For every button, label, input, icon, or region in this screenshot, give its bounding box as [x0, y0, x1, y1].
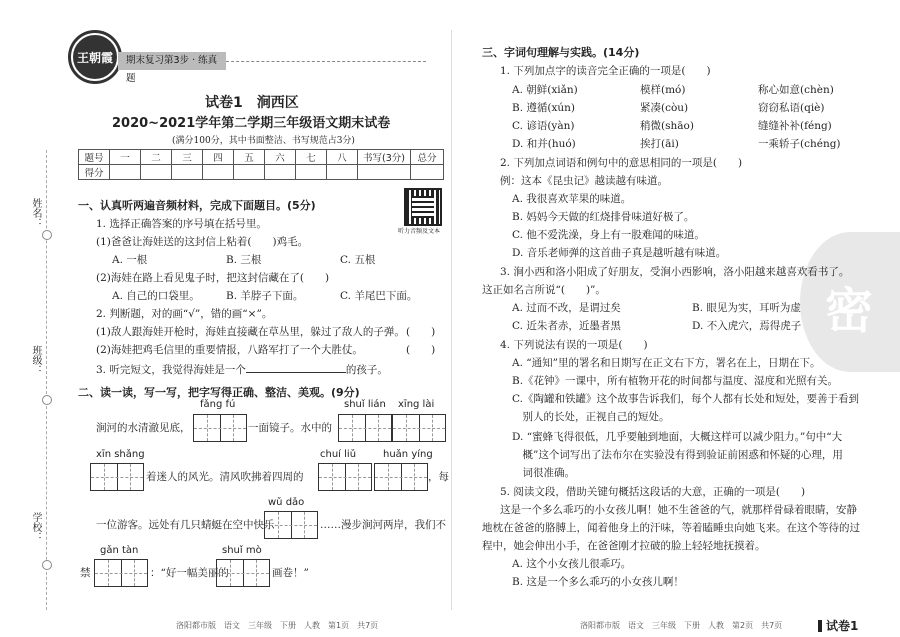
score-note: (满分100分，其中书面整洁、书写规范占3分) [172, 136, 355, 146]
binding-hole [42, 230, 52, 240]
r-q5-opt[interactable]: A. 这个小女孩儿很乖巧。 [512, 558, 632, 570]
s2-line3b: ……漫步涧河两岸，我们不 [320, 519, 446, 531]
confidential-watermark [800, 232, 900, 372]
paper-tag: 试卷1 [826, 619, 859, 633]
score-header-cell: 四 [203, 150, 234, 165]
answer-paren[interactable]: ( ) [406, 344, 436, 356]
score-header-cell: 一 [110, 150, 141, 165]
score-header-cell: 书写(3分) [358, 150, 411, 165]
r-q4-opt[interactable]: C.《陶罐和铁罐》这个故事告诉我们，每个人都有长处和短处，要善于看到 [512, 393, 859, 405]
r-q2-opt[interactable]: D. 音乐老师弹的这首曲子真是越听越有味道。 [512, 247, 727, 259]
s1-q2: 2. 判断题，对的画“√”，错的画“×”。 [96, 308, 273, 320]
logo-text: 王朝霞 [71, 33, 119, 81]
score-header-cell: 二 [141, 150, 172, 165]
r-q1-word: 一乘轿子(chéng) [758, 138, 841, 150]
qr-caption: 听力音频及文本 [398, 228, 441, 235]
writing-grid[interactable] [264, 511, 318, 539]
option[interactable]: B. 羊脖子下面。 [226, 290, 304, 302]
r-q2-example: 例：这本《昆虫记》越读越有味道。 [500, 175, 668, 187]
s1-q3-pre: 3. 听完短文，我觉得海娃是一个 [96, 364, 246, 376]
r-q5-text: 地枕在爸爸的胳膊上，闻着他身上的汗味，等着瞌睡虫向她飞来。在这个等待的过 [482, 522, 860, 534]
binding-hole [42, 560, 52, 570]
score-cell[interactable] [327, 165, 358, 180]
score-header-cell: 总分 [411, 150, 444, 165]
r-q1-word: 称心如意(chèn) [758, 84, 834, 96]
r-q4-opt-cont: 别人的长处，正视自己的短处。 [512, 411, 670, 423]
score-cell[interactable] [141, 165, 172, 180]
writing-grid[interactable] [216, 559, 270, 587]
s1-q2-1: (1)敌人跟海娃开枪时，海娃直接藏在草丛里，躲过了敌人的子弹。 [96, 326, 405, 338]
r-q5-text: 这是一个多么乖巧的小女孩儿啊！她不生爸爸的气，就那样骨碌着眼睛，安静 [500, 504, 857, 516]
r-q1-opt[interactable]: B. 遵循(xún) [512, 102, 576, 114]
s2-line4a: 禁 [80, 567, 91, 579]
score-header-cell: 六 [265, 150, 296, 165]
writing-grid[interactable] [94, 559, 148, 587]
right-footer: 洛阳都市版 语文 三年级 下册 人教 第2页 共7页 [580, 621, 783, 630]
r-q2-opt[interactable]: A. 我很喜欢苹果的味道。 [512, 193, 632, 205]
r-q4-opt[interactable]: D. “蜜蜂飞得很低，几乎要触到地面，大概这样可以减少阻力。”句中“大 [512, 431, 843, 443]
class-label: 班级： [30, 345, 41, 375]
writing-grid[interactable] [90, 463, 144, 491]
option[interactable]: A. 一根 [112, 254, 148, 266]
r-q4-opt-cont: 概”这个词写出了法布尔在实验没有得到验证前困惑和怀疑的心理，用 [512, 449, 843, 461]
r-q1-opt[interactable]: C. 谚语(yàn) [512, 120, 575, 132]
r-q1-opt[interactable]: D. 和并(huó) [512, 138, 576, 150]
pinyin: wǔ dǎo [268, 497, 305, 508]
s2-line2b: ，每 [428, 471, 449, 483]
option[interactable]: B. 三根 [226, 254, 262, 266]
score-header-cell: 五 [234, 150, 265, 165]
pinyin: shuǐ mò [222, 545, 262, 556]
pinyin: huǎn yíng [383, 449, 433, 460]
score-cell[interactable] [296, 165, 327, 180]
r-q5-opt[interactable]: B. 这是一个多么乖巧的小女孩儿啊！ [512, 576, 684, 588]
r-q4: 4. 下列说法有误的一项是( ) [500, 339, 648, 351]
score-cell[interactable] [203, 165, 234, 180]
s2-line1b: 一面镜子。水中的 [248, 422, 332, 434]
binding-line [46, 150, 47, 610]
pinyin: chuí liǔ [320, 449, 357, 460]
paper-number: 试卷1 涧西区 [205, 95, 299, 111]
r-q3-opt[interactable]: B. 眼见为实，耳听为虚 [692, 302, 801, 314]
s1-q1-2: (2)海娃在路上看见鬼子时，把这封信藏在了( ) [96, 272, 330, 284]
s1-q3 [96, 360, 388, 377]
r-q2-opt[interactable]: B. 妈妈今天做的红烧排骨味道好极了。 [512, 211, 695, 223]
brand-logo [68, 30, 122, 84]
r-q4-opt[interactable]: A. “通知”里的署名和日期写在正文右下方，署名在上，日期在下。 [512, 357, 821, 369]
writing-grid[interactable] [318, 463, 372, 491]
r-q5-text: 程中，她会伸出小手，在爸爸刚才拉破的脸上轻轻地抚摸着。 [482, 540, 766, 552]
s2-line4c: 画卷！” [272, 567, 309, 579]
s1-q2-2: (2)海娃把鸡毛信里的重要情报，八路军打了一个大胜仗。 [96, 344, 363, 356]
writing-grid[interactable] [392, 414, 446, 442]
r-q4-opt-cont: 词很准确。 [512, 467, 575, 479]
review-banner: 期末复习第3步 · 练真题 [118, 52, 226, 70]
r-q1: 1. 下列加点字的读音完全正确的一项是( ) [500, 65, 711, 77]
s2-line4b: ：“好一幅美丽的 [150, 567, 229, 579]
s2-line3a: 一位游客。远处有几只蜻蜓在空中快乐 [96, 519, 275, 531]
option[interactable]: A. 自己的口袋里。 [112, 290, 200, 302]
pinyin: xīn shǎng [96, 449, 145, 460]
s1-q3-post: 的孩子。 [345, 364, 388, 376]
score-header-cell: 八 [327, 150, 358, 165]
right-page [452, 0, 900, 637]
r-q1-word: 模样(mó) [640, 84, 686, 96]
s1-q1-1: (1)爸爸让海娃送的这封信上粘着( )鸡毛。 [96, 236, 309, 248]
r-q2-opt[interactable]: C. 他不爱洗澡，身上有一股难闻的味道。 [512, 229, 705, 241]
s1-q1: 1. 选择正确答案的序号填在括号里。 [96, 218, 267, 230]
score-header-cell: 题号 [79, 150, 110, 165]
score-cell[interactable] [172, 165, 203, 180]
r-q1-word: 缝缝补补(féng) [758, 120, 832, 132]
school-label: 学校： [30, 512, 41, 542]
option[interactable]: C. 羊尾巴下面。 [340, 290, 418, 302]
r-q1-opt[interactable]: A. 朝鲜(xiǎn) [512, 84, 578, 96]
name-label: 姓名： [30, 198, 41, 228]
r-q3-b: 这正如名言所说“( )”。 [482, 284, 606, 296]
score-cell[interactable] [234, 165, 265, 180]
option[interactable]: C. 五根 [340, 254, 376, 266]
score-header-cell: 七 [296, 150, 327, 165]
paper-title: 2020~2021学年第二学期三年级语文期末试卷 [112, 116, 391, 131]
r-q3-opt[interactable]: C. 近朱者赤，近墨者黑 [512, 320, 621, 332]
writing-grid[interactable] [374, 463, 428, 491]
score-cell[interactable] [265, 165, 296, 180]
answer-blank[interactable] [246, 360, 346, 373]
binding-hole [42, 395, 52, 405]
score-cell[interactable] [110, 165, 141, 180]
r-q4-opt[interactable]: B.《花钟》一课中，所有植物开花的时间都与温度、湿度和光照有关。 [512, 375, 839, 387]
pinyin: shuǐ lián [344, 399, 386, 410]
r-q2: 2. 下列加点词语和例句中的意思相同的一项是( ) [500, 157, 743, 169]
r-q3-opt[interactable]: D. 不入虎穴，焉得虎子 [692, 320, 802, 332]
score-table [78, 149, 444, 180]
score-cell[interactable] [358, 165, 411, 180]
watermark-char: 密 [825, 283, 874, 339]
writing-grid[interactable] [193, 414, 247, 442]
tag-bar [818, 620, 822, 632]
r-q1-word: 窃窃私语(qiè) [758, 102, 825, 114]
section1-heading: 一、认真听两遍音频材料，完成下面题目。(5分) [78, 199, 316, 212]
r-q5: 5. 阅读文段，借助关键句概括这段话的大意，正确的一项是( ) [500, 486, 806, 498]
pinyin: fǎng fú [200, 399, 236, 410]
r-q1-word: 挨打(āi) [640, 138, 679, 150]
score-cell[interactable] [411, 165, 444, 180]
writing-grid[interactable] [338, 414, 392, 442]
answer-paren[interactable]: ( ) [406, 326, 436, 338]
s2-line2a: 着迷人的风光。清风吹拂着四周的 [146, 471, 304, 483]
score-row-label: 得分 [79, 165, 110, 180]
section2-heading: 二、读一读，写一写，把字写得正确、整洁、美观。(9分) [78, 386, 360, 399]
r-q3-opt[interactable]: A. 过而不改，是谓过矣 [512, 302, 621, 314]
score-header-cell: 三 [172, 150, 203, 165]
s2-line1a: 涧河的水清澈见底， [96, 422, 191, 434]
qr-code-icon[interactable] [404, 188, 442, 226]
header-dotted-line [226, 61, 426, 62]
r-q3: 3. 涧小西和洛小阳成了好朋友，受涧小西影响，洛小阳越来越喜欢看书了。 [500, 266, 850, 278]
r-q1-word: 紧凑(còu) [640, 102, 689, 114]
section3-heading: 三、字词句理解与实践。(14分) [482, 46, 640, 59]
r-q1-word: 稍微(shāo) [640, 120, 694, 132]
pinyin: gǎn tàn [100, 545, 139, 556]
pinyin: xīng lài [398, 399, 435, 410]
left-footer: 洛阳都市版 语文 三年级 下册 人教 第1页 共7页 [176, 621, 379, 630]
